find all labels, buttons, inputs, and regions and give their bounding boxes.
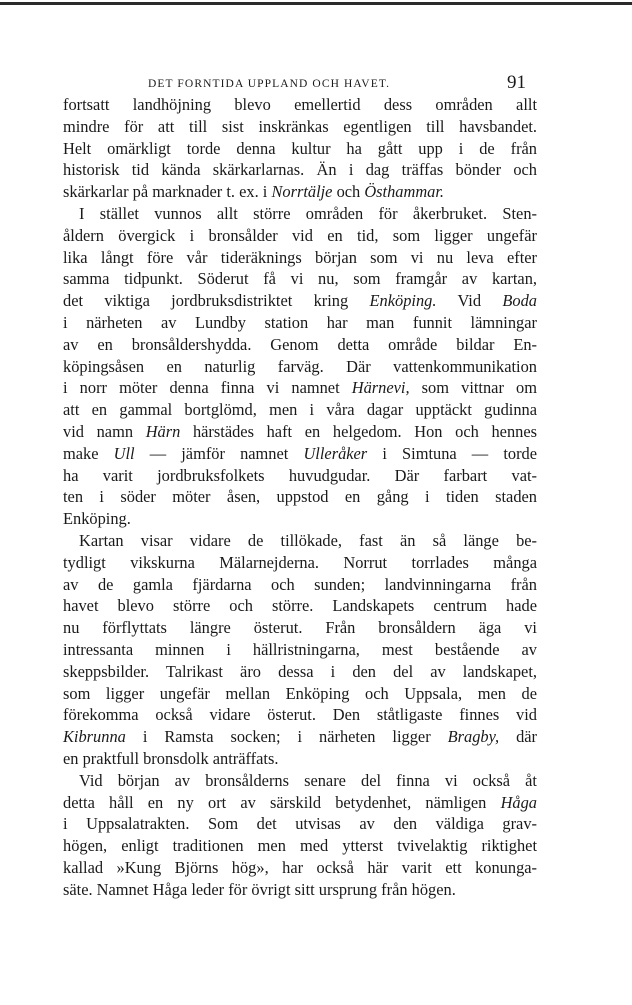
text-run: säte. Namnet Håga leder för övrigt sitt ursprung från högen. bbox=[63, 879, 456, 899]
text-line bbox=[63, 792, 537, 814]
text-line bbox=[63, 617, 537, 639]
italic-text: Håga bbox=[500, 792, 537, 812]
text-run: fortsatt landhöjning blevo emellertid dess områden allt bbox=[63, 95, 537, 114]
text-line bbox=[63, 879, 537, 901]
italic-text: Norrtälje bbox=[271, 182, 333, 202]
text-line bbox=[63, 661, 537, 683]
italic-text: Bragby, bbox=[447, 727, 500, 747]
text-line bbox=[63, 247, 537, 269]
italic-text: Enköping. bbox=[369, 291, 437, 311]
text-run: lika långt före vår tideräknings början som vi nu leva efter bbox=[63, 247, 537, 267]
page-number: 91 bbox=[507, 72, 526, 93]
text-line bbox=[63, 683, 537, 705]
text-line bbox=[63, 704, 537, 726]
text-line bbox=[63, 94, 537, 116]
text-run: i närheten av Lundby station har man funnit lämningar bbox=[63, 312, 537, 332]
text-run: köpingsåsen en naturlig farväg. Där vattenkommunikation bbox=[63, 356, 537, 376]
body-text bbox=[63, 94, 537, 900]
paragraph bbox=[63, 94, 537, 203]
text-run: i Simtuna — torde bbox=[367, 443, 538, 463]
text-run: och bbox=[332, 182, 365, 202]
italic-text: Ulleråker bbox=[303, 443, 368, 463]
text-run: samma tidpunkt. Söderut få vi nu, som framgår av kartan, bbox=[63, 269, 537, 289]
text-run: åldern övergick i bronsålder vid en tid, som ligger ungefär bbox=[63, 225, 537, 245]
paragraph bbox=[63, 530, 537, 770]
top-rule bbox=[0, 2, 632, 5]
text-line bbox=[63, 225, 537, 247]
text-line bbox=[63, 443, 537, 465]
text-run: vid namn bbox=[63, 421, 146, 441]
text-line bbox=[63, 181, 537, 203]
paragraph bbox=[63, 203, 537, 530]
text-line bbox=[63, 290, 537, 312]
text-run: som ligger ungefär mellan Enköping och Uppsala, men de bbox=[63, 683, 537, 703]
text-line bbox=[63, 574, 537, 596]
text-line bbox=[63, 552, 537, 574]
text-run: Kartan visar vidare de tillökade, fast än så länge be- bbox=[79, 530, 537, 550]
text-run: — jämför namnet bbox=[134, 443, 304, 463]
text-run: en praktfull bronsdolk anträffats. bbox=[63, 748, 279, 768]
italic-text: Ull bbox=[113, 443, 135, 463]
text-line bbox=[63, 770, 537, 792]
text-line bbox=[63, 399, 537, 421]
text-run: i norr möter denna finna vi namnet bbox=[63, 378, 352, 398]
paragraph bbox=[63, 770, 537, 901]
text-line bbox=[63, 486, 537, 508]
text-run: i Uppsalatrakten. Som det utvisas av den väldiga grav- bbox=[63, 814, 537, 834]
text-run: Vid början av bronsålderns senare del finna vi också åt bbox=[79, 770, 537, 790]
text-run: skeppsbilder. Talrikast äro dessa i den del av landskapet, bbox=[63, 661, 537, 681]
text-run: som vittnar om bbox=[409, 378, 537, 398]
text-run: det viktiga jordbruksdistriktet kring bbox=[63, 291, 370, 311]
text-line bbox=[63, 421, 537, 443]
text-run: skärkarlar på marknader t. ex. i bbox=[63, 182, 272, 202]
text-run: Vid bbox=[436, 291, 503, 311]
text-line bbox=[63, 857, 537, 879]
text-run: detta håll en ny ort av särskild betydenhet, nämligen bbox=[63, 792, 501, 812]
text-run: i Ramsta socken; i närheten ligger bbox=[125, 727, 448, 747]
text-run: Helt omärkligt torde denna kultur ha gått upp i de från bbox=[63, 138, 537, 158]
text-line bbox=[63, 726, 537, 748]
text-line bbox=[63, 835, 537, 857]
italic-text: Kibrunna bbox=[63, 727, 126, 747]
text-run: I stället vunnos allt större områden för åkerbruket. Sten- bbox=[79, 203, 537, 223]
italic-text: Härnevi, bbox=[351, 378, 410, 398]
text-run: mindre för att till sist inskränkas egentligen till havsbandet. bbox=[63, 116, 537, 136]
text-run: av en bronsåldershydda. Genom detta område bildar En- bbox=[63, 334, 537, 354]
text-line bbox=[63, 116, 537, 138]
text-run: härstädes haft en helgedom. Hon och hennes bbox=[180, 421, 537, 441]
italic-text: Härn bbox=[145, 421, 181, 441]
text-run: nu förflyttats längre österut. Från bronsåldern äga vi bbox=[63, 618, 537, 638]
text-run: tydligt vikskurna Mälarnejderna. Norrut torrlades många bbox=[63, 552, 537, 572]
text-run: där bbox=[499, 727, 537, 747]
running-title: DET FORNTIDA UPPLAND OCH HAVET. bbox=[148, 78, 391, 90]
text-line bbox=[63, 138, 537, 160]
text-line bbox=[63, 465, 537, 487]
text-line bbox=[63, 748, 537, 770]
text-line bbox=[63, 508, 537, 530]
text-run: make bbox=[63, 443, 114, 463]
text-line bbox=[63, 312, 537, 334]
text-line bbox=[63, 268, 537, 290]
text-line bbox=[63, 377, 537, 399]
text-line bbox=[63, 639, 537, 661]
text-run: att en gammal bortglömd, men i våra dagar upptäckt gudinna bbox=[63, 400, 537, 420]
text-line bbox=[63, 356, 537, 378]
text-run: historisk tid kända skärkarlarnas. Än i dag träffas bönder och bbox=[63, 160, 537, 180]
text-run: kallad »Kung Björns hög», har också här varit ett konunga- bbox=[63, 857, 537, 877]
text-run: havet blevo större och större. Landskapets centrum hade bbox=[63, 596, 537, 616]
text-run: av de gamla fjärdarna och sunden; landvinningarna från bbox=[63, 574, 537, 594]
italic-text: Boda bbox=[502, 291, 537, 311]
text-line bbox=[63, 813, 537, 835]
text-run: förekomma också vidare österut. Den ståtligaste finnes vid bbox=[63, 705, 537, 725]
text-line bbox=[63, 203, 537, 225]
italic-text: Östhammar. bbox=[364, 182, 445, 202]
text-run: Enköping. bbox=[63, 509, 131, 529]
text-run: intressanta minnen i hällristningarna, mest bestående av bbox=[63, 639, 537, 659]
text-run: ten i söder möter åsen, uppstod en gång i tiden staden bbox=[63, 487, 537, 507]
text-line bbox=[63, 334, 537, 356]
text-run: ha varit jordbruksfolkets huvudgudar. Där farbart vat- bbox=[63, 465, 537, 485]
text-line bbox=[63, 159, 537, 181]
text-run: högen, enligt traditionen men med ytterst tvivelaktig riktighet bbox=[63, 836, 537, 856]
text-line bbox=[63, 530, 537, 552]
running-head bbox=[0, 72, 632, 96]
text-line bbox=[63, 595, 537, 617]
